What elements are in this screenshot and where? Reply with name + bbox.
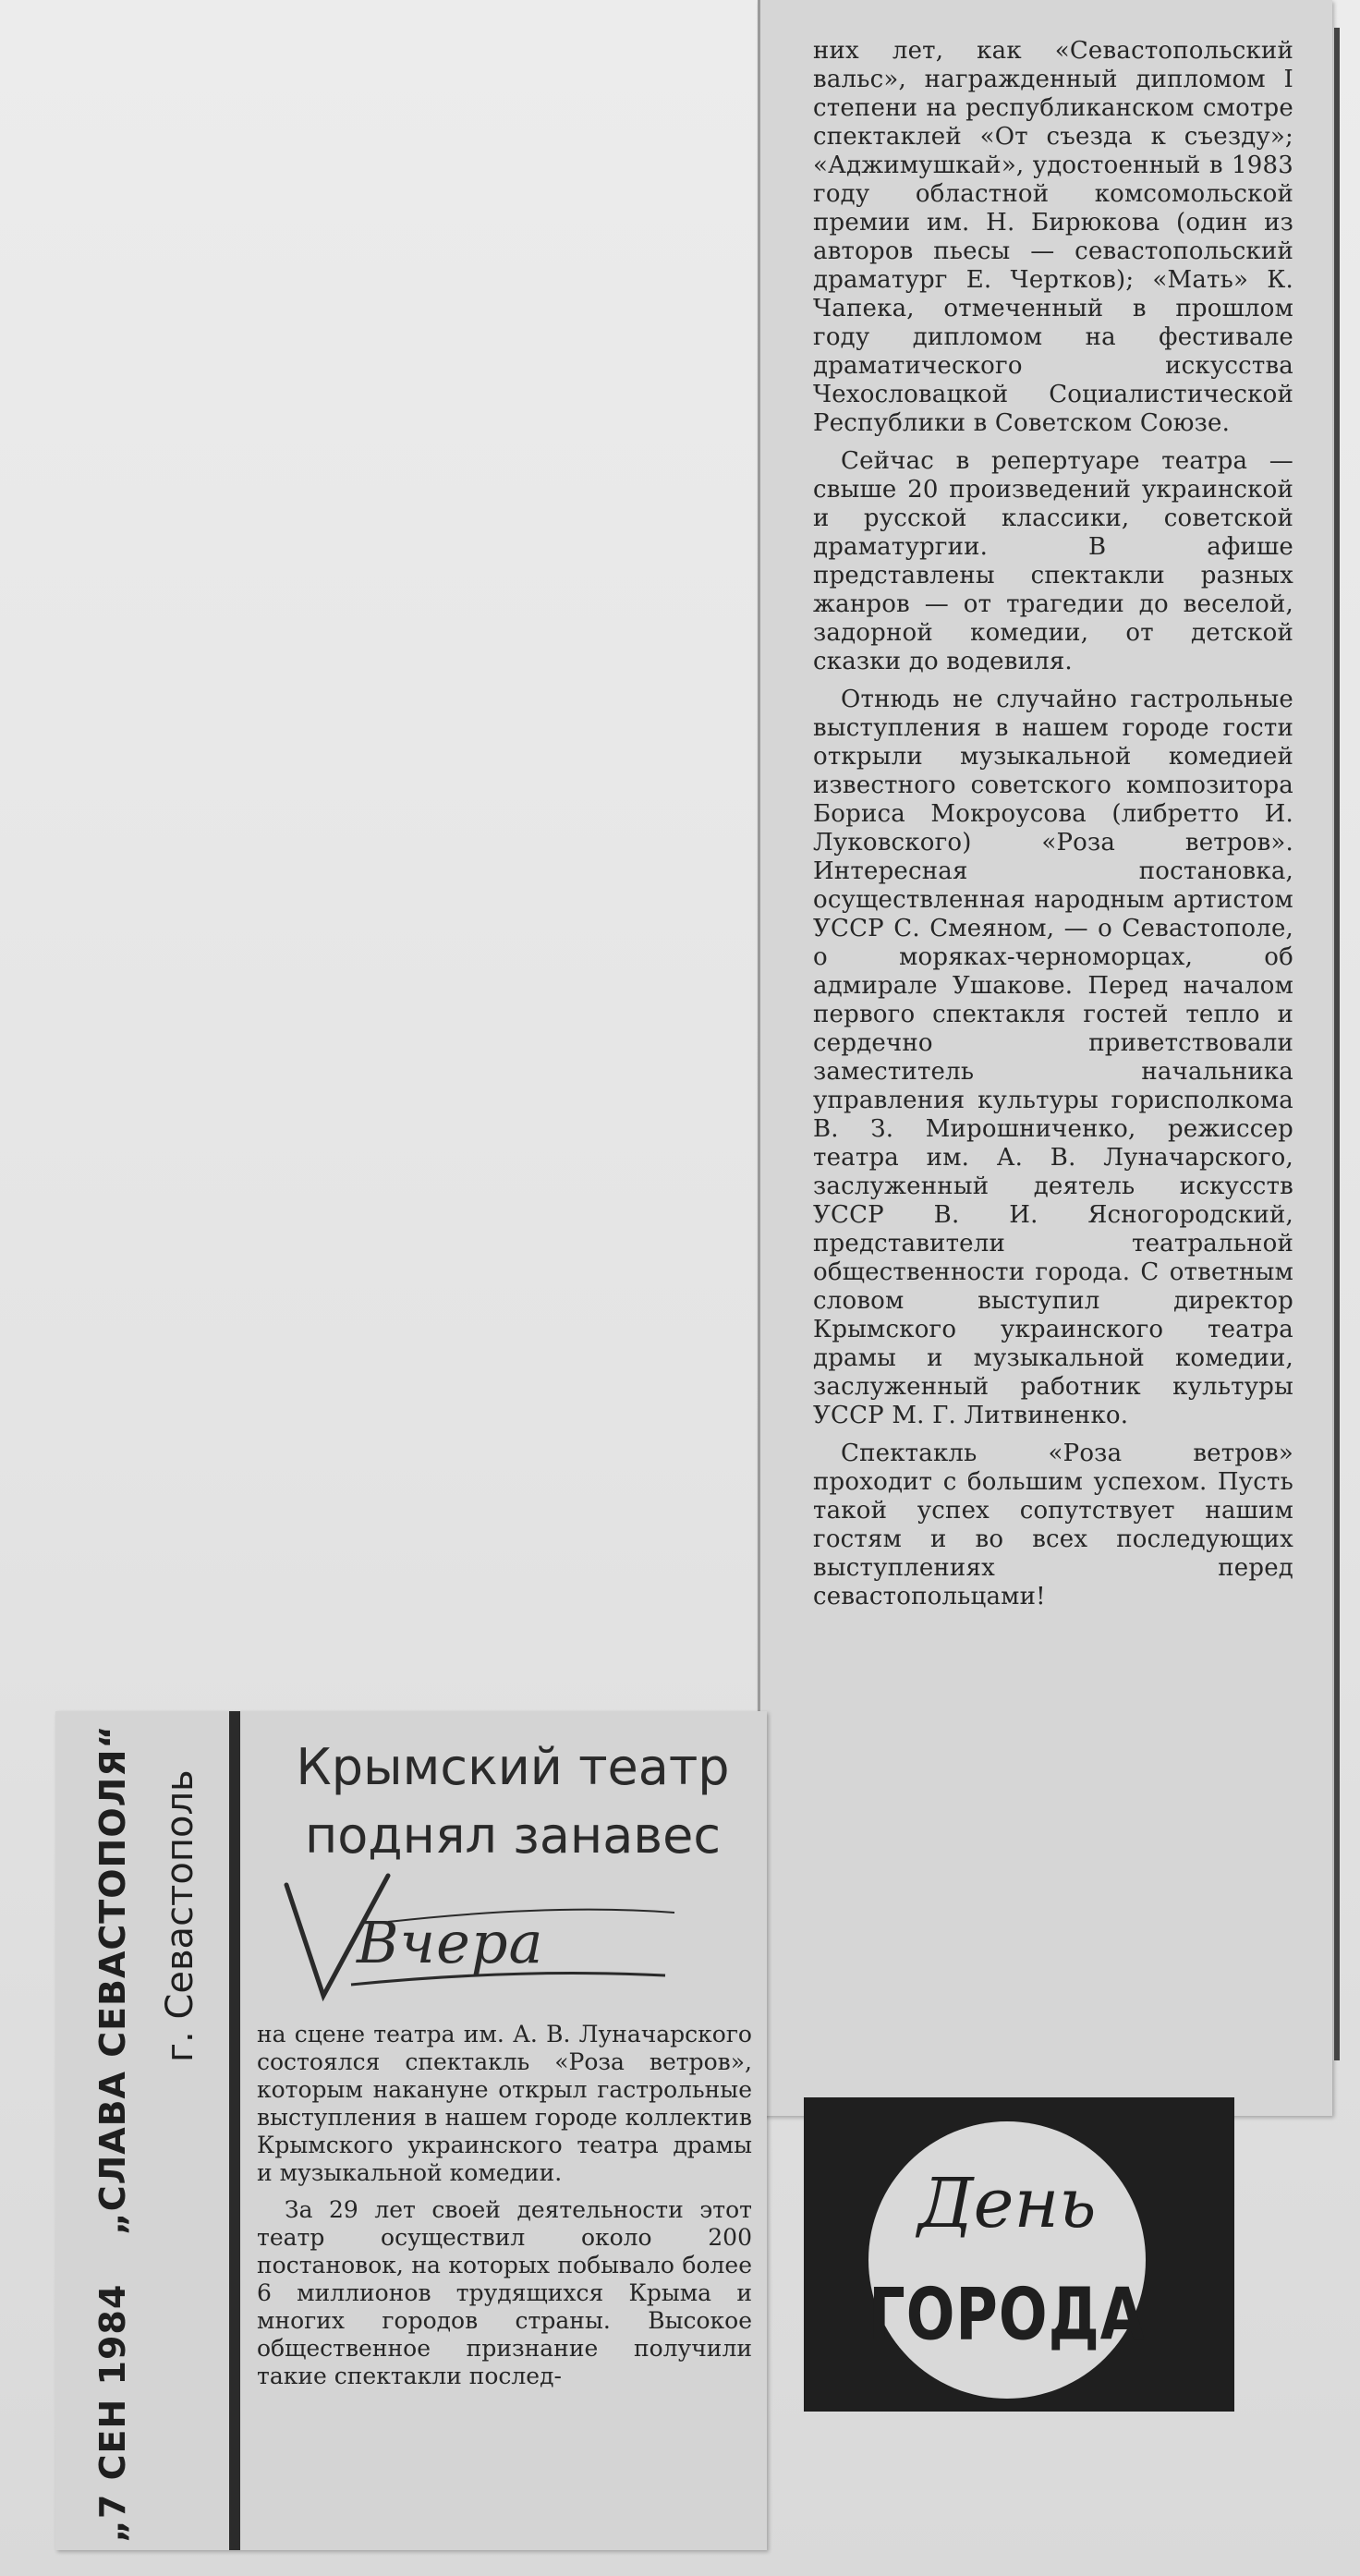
right-column-text xyxy=(813,37,1293,1621)
clipping-right-column xyxy=(758,0,1332,2116)
clipping-shadow-edge xyxy=(1334,28,1340,2060)
masthead-title-row xyxy=(92,1724,133,2543)
article-headline xyxy=(268,1733,758,1870)
masthead-city: г. Севастополь xyxy=(159,1769,201,2062)
masthead-newspaper: „СЛАВА СЕВАСТОПОЛЯ“ xyxy=(92,1724,133,2236)
clipping-left xyxy=(55,1711,767,2550)
newspaper-masthead xyxy=(83,1724,222,2543)
article-body xyxy=(257,2021,752,2400)
masthead-date: „7 СЕН 1984 xyxy=(92,2283,133,2543)
right-paragraph-4: Спектакль «Роза ветров» проходит с большим успехом. Пусть такой успех сопутствует нашим гостям и во всех последующих выступлениях перед севастопольцами! xyxy=(813,1440,1293,1610)
headline-line-1: Крымский театр xyxy=(296,1738,730,1796)
headline-line-2: поднял занавес xyxy=(304,1806,722,1865)
article-paragraph-2: За 29 лет своей деятельности этот театр осуществил около 200 постановок, на которых побывало более 6 миллионов трудящихся Крыма и многих городов страны. Высокое общественное признание получили такие спектакли послед- xyxy=(257,2196,752,2389)
right-paragraph-2: Сейчас в репертуаре театра — свыше 20 произведений украинской и русской классики, советской драматургии. В афише представлены спектакли разных жанров — от трагедии до веселой, задорной комедии, от детской сказки до водевиля. xyxy=(813,447,1293,675)
right-paragraph-1: них лет, как «Севастопольский вальс», награжденный дипломом I степени на республиканском смотре спектаклей «От съезда к съезду»; «Аджимушкай», удостоенный в 1983 году областной комсомольской премии им. Н. Бирюкова (один из авторов пьесы — севастопольский драматург Е. Чертков); «Мать» К. Чапека, отмеченный в прошлом году дипломом на фестивале драматического искусства Чехословацкой Социалистической Республики в Советском Союзе. xyxy=(813,37,1293,437)
badge-block-word: ГОРОДА xyxy=(868,2271,1146,2357)
dropcap-word: Вчера xyxy=(357,1909,544,1976)
article-paragraph-1: на сцене театра им. А. В. Луначарского состоялся спектакль «Роза ветров», которым накануне открыл гастрольные выступления в нашем городе коллектив Крымского украинского театра драмы и музыкальной комедии. xyxy=(257,2021,752,2186)
badge-script-word: День xyxy=(917,2164,1097,2243)
day-of-city-badge xyxy=(804,2097,1234,2412)
vertical-rule xyxy=(229,1711,240,2550)
right-paragraph-3: Отнюдь не случайно гастрольные выступления в нашем городе гости открыли музыкальной комедией известного советского композитора Бориса Мокроусова (либретто И. Луковского) «Роза ветров». Интересная постановка, осуществленная народным артистом УССР С. Смеяном, — о Севастополе, о моряках-черноморцах, об адмирале Ушакове. Перед началом первого спектакля гостей тепло и сердечно приветствовали заместитель начальника управления культуры горисполкома В. З. Мирошниченко, режиссер театра им. А. В. Луначарского, заслуженный деятель искусств УССР В. И. Ясногородский, представители театральной общественности города. С ответным словом выступил директор Крымского украинского театра драмы и музыкальной комедии, заслуженный работник культуры УССР М. Г. Литвиненко. xyxy=(813,686,1293,1429)
dropcap-block xyxy=(277,1866,684,2005)
badge-circle xyxy=(868,2121,1146,2399)
